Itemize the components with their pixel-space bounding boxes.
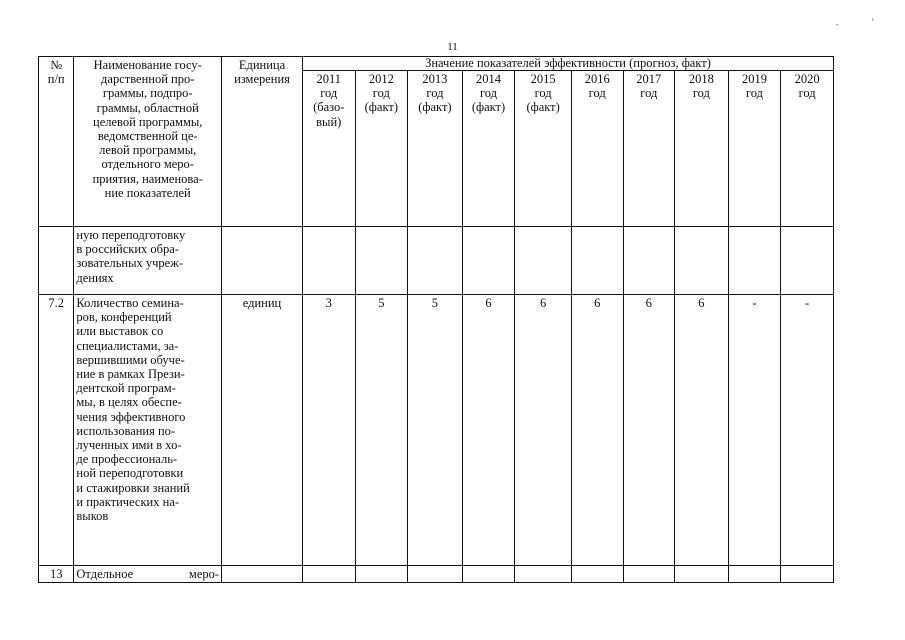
header-row	[39, 57, 834, 71]
cell-empty	[355, 227, 408, 295]
cell-empty	[728, 227, 781, 295]
cell-empty	[571, 227, 623, 295]
cell-empty	[623, 227, 675, 295]
header-year-2015: 2015 год (факт)	[515, 71, 572, 227]
value-2013: 5	[408, 295, 463, 566]
header-unit: Единица измерения	[222, 57, 303, 227]
cell-empty	[462, 227, 515, 295]
value-2016: 6	[571, 295, 623, 566]
scan-mark: '	[872, 17, 874, 27]
cell-empty	[623, 566, 675, 583]
row-num: 13	[39, 566, 74, 583]
row-name: Количество семина- ров, конференций или выставок со специалистами, за- вершившими обуче- ние в рамках Прези- дентской програм- мы, в целях обеспе- чения эффективного использования по- лученных ими в хо- де профессиональ- ной переподготовки и стажировки знаний и практических на- выков	[74, 295, 222, 566]
header-year-2013: 2013 год (факт)	[408, 71, 463, 227]
cell-empty	[302, 227, 355, 295]
cell-empty	[408, 227, 463, 295]
row-name: Отдельное меро-	[74, 566, 222, 583]
value-2014: 6	[462, 295, 515, 566]
cell-empty	[781, 227, 834, 295]
header-group: Значение показателей эффективности (прогноз, факт)	[302, 57, 833, 71]
header-num: № п/п	[39, 57, 74, 227]
indicators-table	[38, 56, 834, 583]
value-2012: 5	[355, 295, 408, 566]
cell-empty	[222, 227, 303, 295]
cell-empty	[355, 566, 408, 583]
cell-empty	[728, 566, 781, 583]
header-year-2016: 2016 год	[571, 71, 623, 227]
row-num: 7.2	[39, 295, 74, 566]
header-year-2011: 2011 год (базо- вый)	[302, 71, 355, 227]
cell-empty	[675, 566, 729, 583]
cell-empty	[222, 566, 303, 583]
cell-empty	[39, 227, 74, 295]
value-2020: -	[781, 295, 834, 566]
value-2018: 6	[675, 295, 729, 566]
header-name: Наименование госу- дарственной про- граммы, подпро- граммы, областной целевой программы, ведомственной це- левой программы, отдельного меро- приятия, наименова- ние показателей	[74, 57, 222, 227]
header-year-2014: 2014 год (факт)	[462, 71, 515, 227]
header-year-2018: 2018 год	[675, 71, 729, 227]
header-year-2020: 2020 год	[781, 71, 834, 227]
cell-empty	[408, 566, 463, 583]
header-year-2019: 2019 год	[728, 71, 781, 227]
value-2011: 3	[302, 295, 355, 566]
header-year-2017: 2017 год	[623, 71, 675, 227]
value-2019: -	[728, 295, 781, 566]
cell-empty	[675, 227, 729, 295]
cell-empty	[571, 566, 623, 583]
row-unit: единиц	[222, 295, 303, 566]
scan-mark: .	[836, 17, 839, 27]
continuation-name: ную переподготовку в российских обра- зовательных учреж- дениях	[74, 227, 222, 295]
header-year-2012: 2012 год (факт)	[355, 71, 408, 227]
table-row	[39, 295, 834, 566]
table-row	[39, 227, 834, 295]
cell-empty	[781, 566, 834, 583]
value-2015: 6	[515, 295, 572, 566]
cell-empty	[462, 566, 515, 583]
value-2017: 6	[623, 295, 675, 566]
table-row	[39, 566, 834, 583]
cell-empty	[302, 566, 355, 583]
cell-empty	[515, 227, 572, 295]
cell-empty	[515, 566, 572, 583]
page-number: 11	[447, 41, 458, 53]
